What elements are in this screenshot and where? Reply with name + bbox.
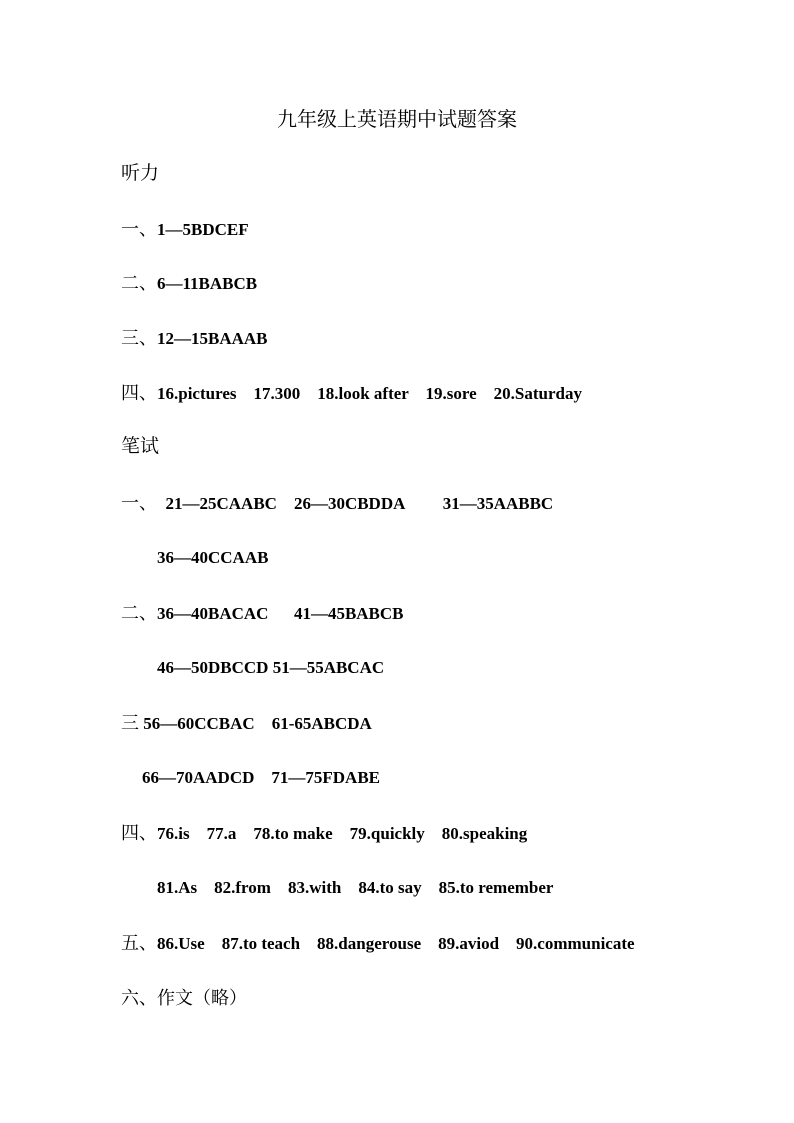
part-number: 四、	[121, 823, 157, 843]
answer-text: 16.pictures 17.300 18.look after 19.sore 20.Saturday	[157, 384, 582, 403]
written-part-6	[121, 988, 247, 1009]
answer-text: 56—60CCBAC 61-65ABCDA	[139, 714, 372, 733]
listening-part-2	[121, 273, 257, 294]
written-part-1-cont: 36—40CCAAB	[157, 548, 269, 567]
part-number: 三、	[121, 328, 157, 348]
listening-part-3	[121, 328, 268, 349]
section-listening: 听力	[121, 163, 160, 184]
part-number: 四、	[121, 383, 157, 403]
part-number: 一、	[121, 219, 157, 239]
part-number: 二、	[121, 273, 157, 293]
page-title: 九年级上英语期中试题答案	[277, 109, 517, 131]
written-part-5	[121, 933, 635, 954]
answer-text: 作文（略）	[157, 988, 247, 1008]
answer-text: 1—5BDCEF	[157, 220, 249, 239]
part-number: 三	[121, 713, 139, 733]
part-number: 五、	[121, 933, 157, 953]
answer-text: 6—11BABCB	[157, 274, 258, 293]
part-number: 六、	[121, 988, 157, 1008]
listening-part-4	[121, 383, 582, 404]
answer-text: 86.Use 87.to teach 88.dangerouse 89.aviod 90.communicate	[157, 934, 635, 953]
written-part-4-cont: 81.As 82.from 83.with 84.to say 85.to remember	[157, 878, 554, 897]
part-number: 一、	[121, 493, 157, 513]
written-part-3	[121, 713, 372, 734]
written-part-2	[121, 603, 404, 624]
written-part-1	[121, 493, 553, 514]
part-number: 二、	[121, 603, 157, 623]
answer-text: 12—15BAAAB	[157, 329, 268, 348]
answer-text: 76.is 77.a 78.to make 79.quickly 80.speaking	[157, 824, 528, 843]
listening-part-1	[121, 219, 249, 240]
answer-text: 36—40BACAC 41—45BABCB	[157, 604, 404, 623]
answer-text: 21—25CAABC 26—30CBDDA 31—35AABBC	[157, 494, 554, 513]
written-part-3-cont: 66—70AADCD 71—75FDABE	[142, 768, 380, 787]
written-part-4	[121, 823, 527, 844]
section-written: 笔试	[121, 436, 160, 457]
written-part-2-cont: 46—50DBCCD 51—55ABCAC	[157, 658, 385, 677]
